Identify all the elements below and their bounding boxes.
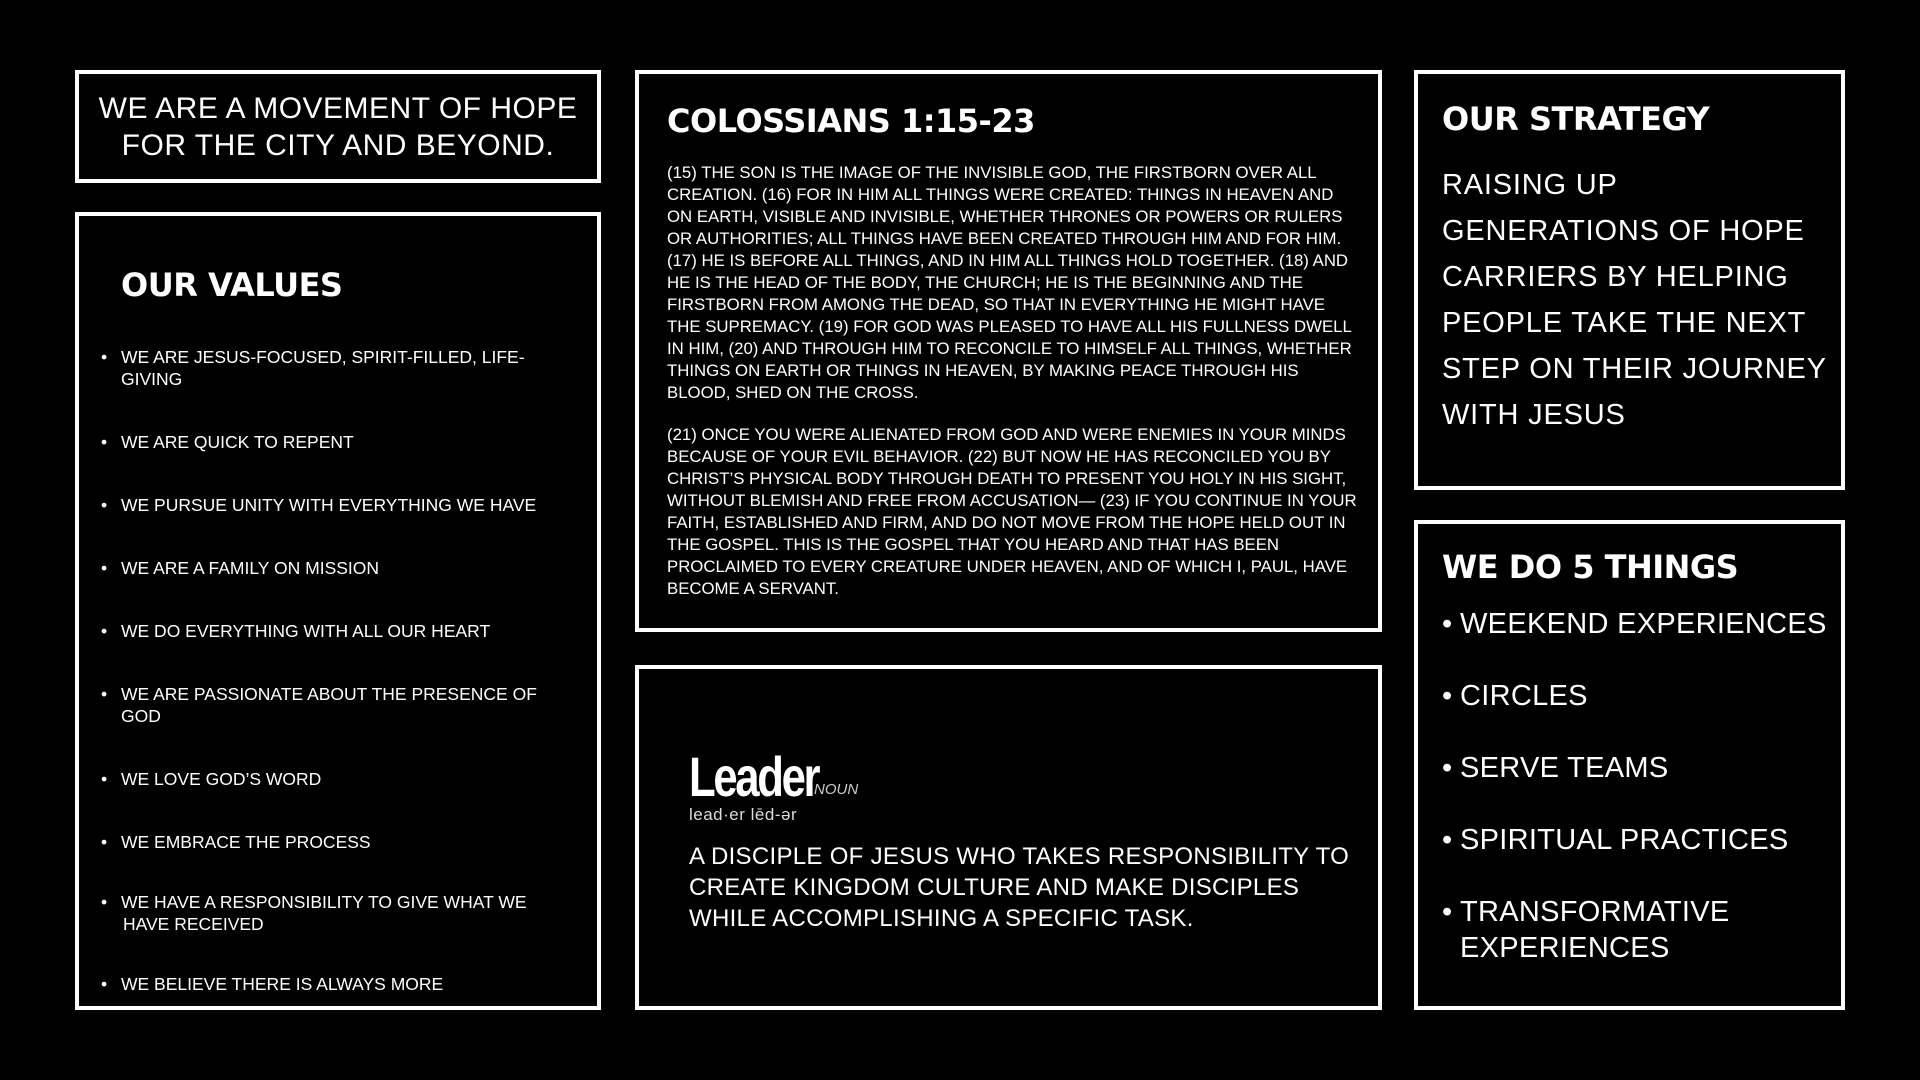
scripture-title: COLOSSIANS 1:15-23	[667, 102, 1035, 140]
five-things-title: WE DO 5 THINGS	[1442, 548, 1739, 586]
pronunciation: lead·er lēd-ər	[689, 805, 798, 824]
mission-line-1: WE ARE A MOVEMENT OF HOPE	[98, 91, 578, 125]
value-item: • WE ARE QUICK TO REPENT	[101, 432, 354, 452]
value-item: • WE EMBRACE THE PROCESS	[101, 832, 371, 852]
bullet-icon: •	[101, 832, 108, 852]
five-things-item: • TRANSFORMATIVE EXPERIENCES	[1442, 896, 1730, 964]
bullet-icon: •	[101, 769, 108, 789]
value-item: • WE ARE PASSIONATE ABOUT THE PRESENCE OF GOD	[101, 684, 537, 726]
definition-text: A DISCIPLE OF JESUS WHO TAKES RESPONSIBILITY TO CREATE KINGDOM CULTURE AND MAKE DISCIPLES WHILE ACCOMPLISHING A SPECIFIC TASK.	[689, 843, 1350, 932]
leader-definition-card	[635, 665, 1382, 1010]
five-things-card	[1414, 520, 1845, 1010]
bullet-icon: •	[101, 621, 108, 641]
value-item: • WE BELIEVE THERE IS ALWAYS MORE	[101, 974, 444, 994]
bullet-icon: •	[101, 495, 108, 515]
mission-card	[75, 70, 601, 183]
five-things-item: • SPIRITUAL PRACTICES	[1442, 824, 1789, 856]
bullet-icon: •	[1442, 680, 1453, 712]
value-item: • WE LOVE GOD’S WORD	[101, 769, 322, 789]
bullet-icon: •	[1442, 824, 1453, 856]
bullet-icon: •	[1442, 608, 1453, 640]
strategy-text: RAISING UP GENERATIONS OF HOPE CARRIERS BY HELPING PEOPLE TAKE THE NEXT STEP ON THEIR JOURNEY WITH JESUS	[1442, 169, 1827, 431]
bullet-icon: •	[1442, 896, 1453, 928]
strategy-card	[1414, 70, 1845, 490]
value-item: • WE ARE JESUS-FOCUSED, SPIRIT-FILLED, LIFE-GIVING	[101, 347, 525, 389]
value-item: • WE ARE A FAMILY ON MISSION	[101, 558, 380, 578]
five-things-list	[1442, 606, 1837, 966]
mission-statement	[99, 90, 578, 164]
value-item: • WE HAVE A RESPONSIBILITY TO GIVE WHAT WE HAVE RECEIVED	[101, 892, 527, 934]
bullet-icon: •	[101, 892, 108, 912]
five-things-item: • SERVE TEAMS	[1442, 752, 1669, 784]
scripture-card	[635, 70, 1382, 632]
bullet-icon: •	[101, 974, 108, 994]
strategy-title: OUR STRATEGY	[1442, 100, 1710, 138]
five-things-item: • WEEKEND EXPERIENCES	[1442, 608, 1827, 640]
bullet-icon: •	[101, 432, 108, 452]
scripture-paragraph-2: (21) ONCE YOU WERE ALIENATED FROM GOD AND WERE ENEMIES IN YOUR MINDS BECAUSE OF YOUR EVIL BEHAVIOR. (22) BUT NOW HE HAS RECONCILED YOU BY CHRIST’S PHYSICAL BODY THROUGH DEATH TO PRESENT YOU HOLY IN HIS SIGHT, WITHOUT BLEMISH AND FREE FROM ACCUSATION— (23) IF YOU CONTINUE IN YOUR FAITH, ESTABLISHED AND FIRM, AND DO NOT MOVE FROM THE HOPE HELD OUT IN THE GOSPEL. THIS IS THE GOSPEL THAT YOU HEARD AND THAT HAS BEEN PROCLAIMED TO EVERY CREATURE UNDER HEAVEN, AND OF WHICH I, PAUL, HAVE BECOME A SERVANT.	[667, 425, 1357, 598]
values-card	[75, 212, 601, 1010]
bullet-icon: •	[101, 684, 108, 704]
mission-line-2: FOR THE CITY AND BEYOND.	[121, 128, 555, 162]
part-of-speech: NOUN	[814, 781, 859, 798]
bullet-icon: •	[101, 347, 108, 367]
value-item: • WE PURSUE UNITY WITH EVERYTHING WE HAVE	[101, 495, 537, 515]
values-title: OUR VALUES	[121, 266, 343, 304]
scripture-paragraph-1: (15) THE SON IS THE IMAGE OF THE INVISIBLE GOD, THE FIRSTBORN OVER ALL CREATION. (16) FOR IN HIM ALL THINGS WERE CREATED: THINGS IN HEAVEN AND ON EARTH, VISIBLE AND INVISIBLE, WHETHER THRONES OR POWERS OR RULERS OR AUTHORITIES; ALL THINGS HAVE BEEN CREATED THROUGH HIM AND FOR HIM. (17) HE IS BEFORE ALL THINGS, AND IN HIM ALL THINGS HOLD TOGETHER. (18) AND HE IS THE HEAD OF THE BODY, THE CHURCH; HE IS THE BEGINNING AND THE FIRSTBORN FROM AMONG THE DEAD, SO THAT IN EVERYTHING HE MIGHT HAVE THE SUPREMACY. (19) FOR GOD WAS PLEASED TO HAVE ALL HIS FULLNESS DWELL IN HIM, (20) AND THROUGH HIM TO RECONCILE TO HIMSELF ALL THINGS, WHETHER THINGS ON EARTH OR THINGS IN HEAVEN, BY MAKING PEACE THROUGH HIS BLOOD, SHED ON THE CROSS.	[667, 163, 1352, 402]
definition-word: Leader	[689, 745, 819, 808]
bullet-icon: •	[101, 558, 108, 578]
five-things-item: • CIRCLES	[1442, 680, 1588, 712]
bullet-icon: •	[1442, 752, 1453, 784]
value-item: • WE DO EVERYTHING WITH ALL OUR HEART	[101, 621, 491, 641]
values-list	[79, 346, 597, 995]
